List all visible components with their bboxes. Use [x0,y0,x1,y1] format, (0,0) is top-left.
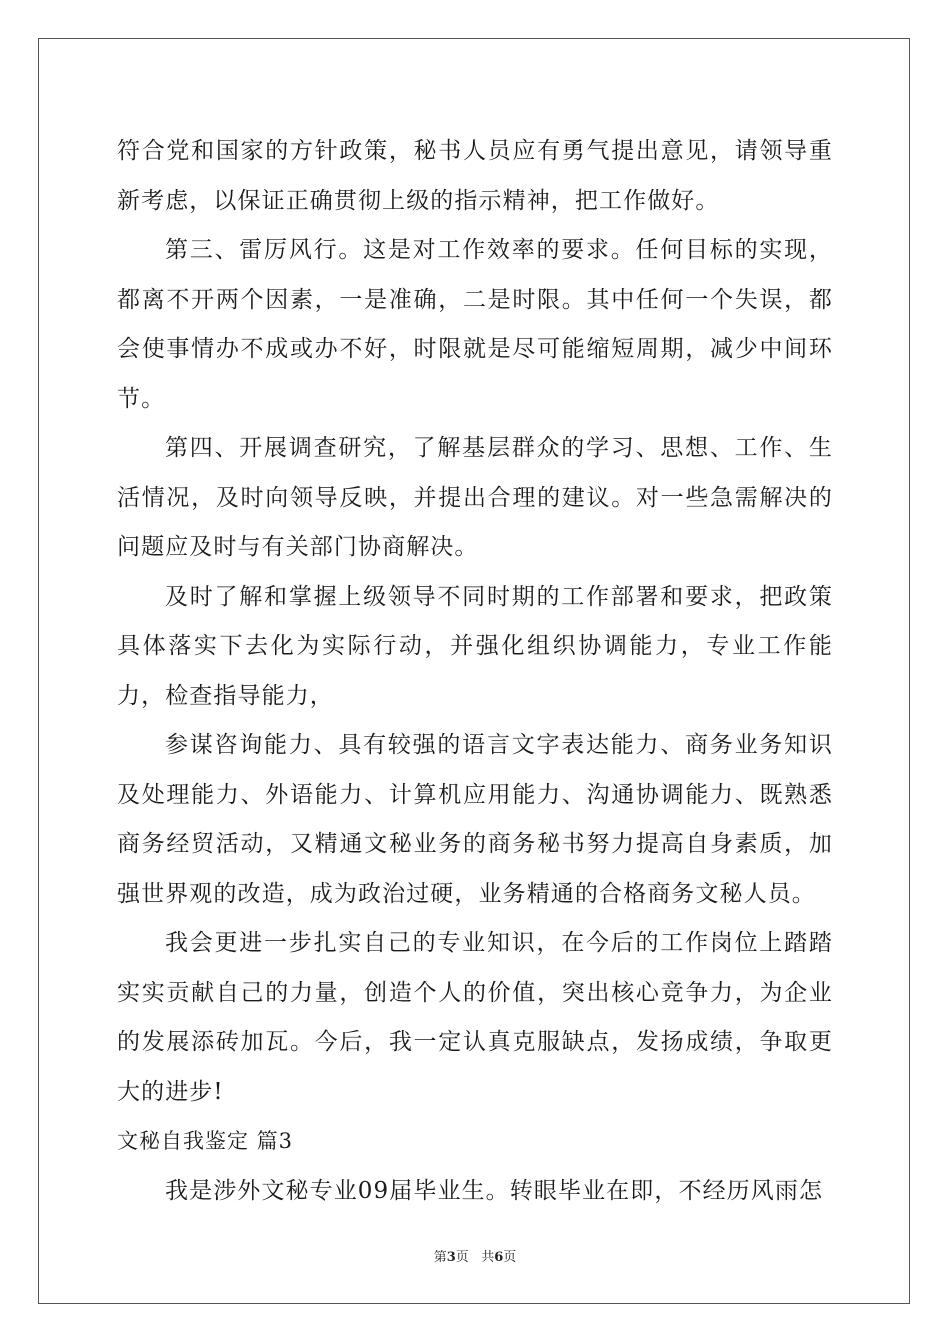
paragraph: 第四、开展调查研究，了解基层群众的学习、思想、工作、生活情况，及时向领导反映，并提出合理的建议。对一些急需解决的问题应及时与有关部门协商解决。 [117,435,833,560]
current-page-number: 3 [446,1250,456,1265]
footer-total-prefix: 共 [481,1250,495,1265]
paragraph: 符合党和国家的方针政策，秘书人员应有勇气提出意见，请领导重新考虑，以保证正确贯彻上级的指示精神，把工作做好。 [117,138,833,214]
paragraph: 及时了解和掌握上级领导不同时期的工作部署和要求，把政策具体落实下去化为实际行动，并强化组织协调能力，专业工作能力，检查指导能力， [117,583,833,709]
footer-prefix: 第 [433,1250,447,1265]
footer-page-suffix: 页 [455,1250,469,1265]
footer-total-suffix: 页 [503,1250,517,1265]
page-footer [0,1246,950,1265]
paragraph: 我会更进一步扎实自己的专业知识，在今后的工作岗位上踏踏实实贡献自己的力量，创造个人的价值，突出核心竞争力，为企业的发展添砖加瓦。今后，我一定认真克服缺点，发扬成绩，争取更大的进步! [117,930,833,1105]
paragraph: 我是涉外文秘专业09届毕业生。转眼毕业在即，不经历风雨怎 [165,1177,824,1204]
paragraph: 第三、雷厉风行。这是对工作效率的要求。任何目标的实现，都离不开两个因素，一是准确，二是时限。其中任何一个失误，都会使事情办不成或办不好，时限就是尽可能缩短周期，减少中间环节。 [117,237,833,412]
total-page-count: 6 [494,1250,504,1265]
document-body [117,127,833,1216]
paragraph: 参谋咨询能力、具有较强的语言文字表达能力、商务业务知识及处理能力、外语能力、计算机应用能力、沟通协调能力、既熟悉商务经贸活动，又精通文秘业务的商务秘书努力提高自身素质，加强世界观的改造，成为政治过硬，业务精通的合格商务文秘人员。 [117,732,833,907]
section-heading: 文秘自我鉴定 篇3 [117,1129,294,1153]
